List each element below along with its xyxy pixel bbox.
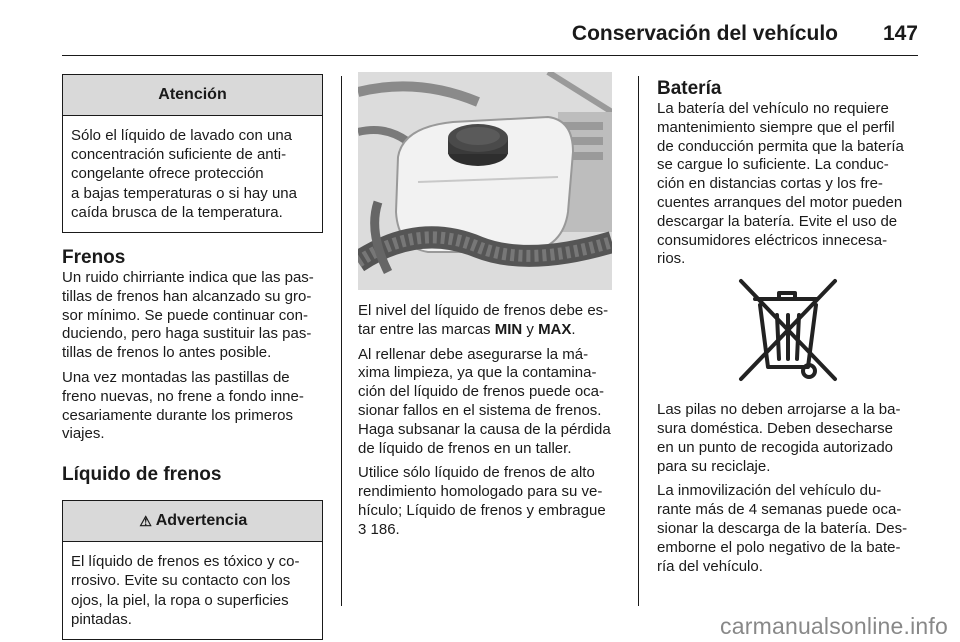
middle-column	[358, 72, 620, 546]
crossed-out-wheelie-bin-icon	[733, 275, 843, 385]
column-divider-left	[341, 76, 342, 606]
min-mark-label: MIN	[494, 320, 523, 338]
attention-box-title: Atención	[63, 75, 322, 116]
page-reference-link[interactable]: 186.	[366, 520, 400, 538]
level-text-suffix: .	[571, 320, 576, 338]
column-divider-right	[638, 76, 639, 606]
attention-box-body: Sólo el líquido de lavado con una concentración suficiente de anti- congelante ofrece protección a bajas temperaturas o si hay una caída brusca de la temperatura.	[71, 127, 297, 221]
attention-box	[62, 74, 323, 233]
brake-fluid-heading: Líquido de frenos	[62, 464, 222, 486]
page-reference-arrow-icon: 3	[358, 520, 367, 538]
warning-box-title: Advertencia	[155, 511, 248, 529]
approved-fluid-paragraph	[358, 464, 620, 539]
level-text-and: y	[522, 320, 539, 338]
warning-box	[62, 500, 323, 640]
refill-cleanliness-paragraph: Al rellenar debe asegurarse la má- xima limpieza, ya que la contamina- ción del líquido de frenos puede oca- sionar fallos en el sistema de frenos. Haga subsanar la causa de la pérdida de líquido de frenos en un taller.	[358, 345, 611, 457]
brake-fluid-level-paragraph	[358, 302, 620, 340]
approved-fluid-text: Utilice sólo líquido de frenos de alto rendimiento homologado para su ve- hículo; Líquido de frenos y embrague	[358, 464, 606, 519]
brakes-paragraph-1: Un ruido chirriante indica que las pas- tillas de frenos han alcanzado su gro- sor mínimo. Se puede continuar con- duciendo, pero haga sustituir las pas- tillas de frenos lo antes posible.	[62, 269, 314, 362]
brakes-paragraph-2: Una vez montadas las pastillas de freno nuevas, no frene a fondo inne- cesariamente durante los primeros viajes.	[62, 369, 304, 443]
warning-box-header	[63, 501, 322, 542]
page-number: 147	[882, 22, 918, 45]
warning-icon: ⚠	[139, 512, 152, 529]
battery-immobilization-paragraph: La inmovilización del vehículo du- rante más de 4 semanas puede oca- sionar la descarga de la batería. Des- emborne el polo negativo de la bate- ría del vehículo.	[657, 482, 908, 575]
left-column	[62, 74, 323, 640]
level-text-prefix: El nivel del líquido de frenos debe es- tar entre las marcas	[358, 302, 609, 338]
right-column	[657, 78, 919, 582]
watermark: carmanualsonline.info	[720, 613, 948, 639]
battery-paragraph-1: La batería del vehículo no requiere mantenimiento siempre que el perfil de conducción permita que la batería se cargue lo suficiente. La conduc- ción en distancias cortas y los fre- cuentes arranques del motor pueden descargar la batería. Evite el uso de consumidores eléctricos innecesa- rios.	[657, 100, 904, 268]
warning-box-body: El líquido de frenos es tóxico y co- rrosivo. Evite su contacto con los ojos, la piel, la ropa o superficies pintadas.	[71, 553, 300, 628]
header-divider	[62, 55, 918, 56]
brake-fluid-reservoir-photo	[358, 72, 612, 290]
section-title: Conservación del vehículo	[571, 22, 838, 45]
battery-disposal-paragraph: Las pilas no deben arrojarse a la ba- sura doméstica. Deben desecharse en un punto de recogida autorizado para su reciclaje.	[657, 401, 901, 475]
battery-heading: Batería	[657, 78, 722, 99]
max-mark-label: MAX	[538, 320, 572, 338]
page-header	[62, 10, 918, 56]
brakes-heading: Frenos	[62, 247, 126, 269]
